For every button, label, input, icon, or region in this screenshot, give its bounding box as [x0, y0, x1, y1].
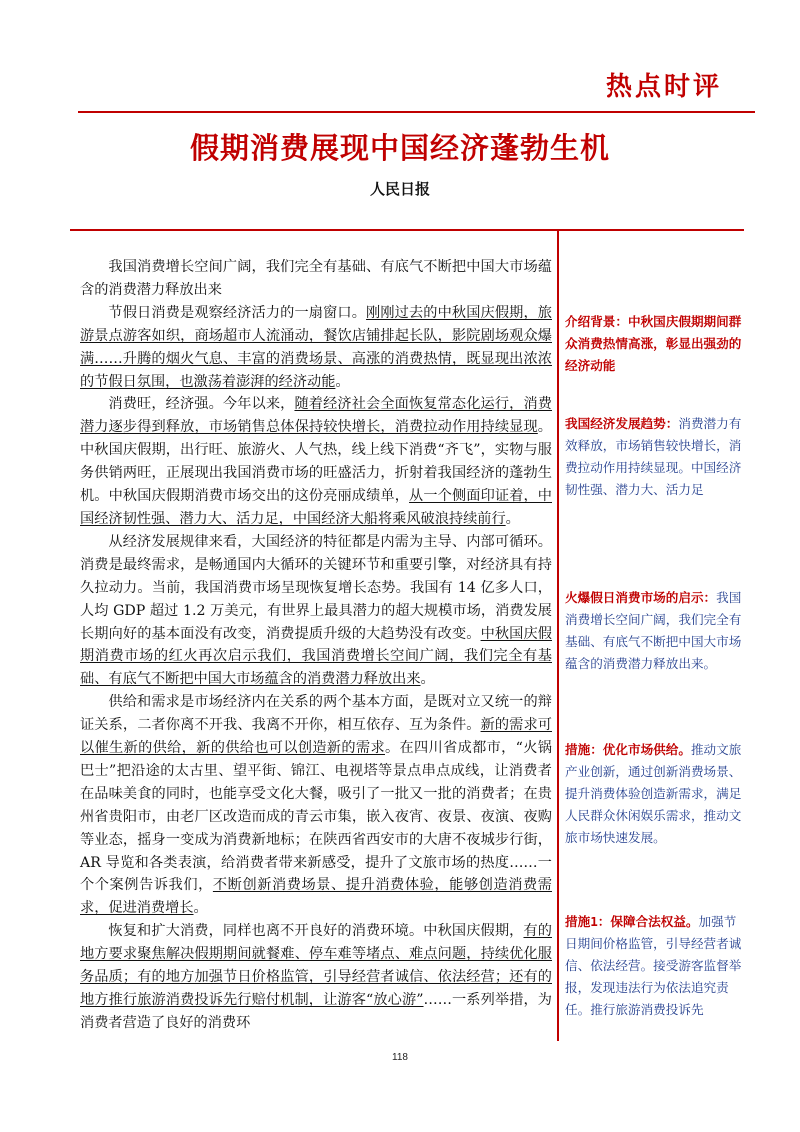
paragraph: 节假日消费是观察经济活力的一扇窗口。刚刚过去的中秋国庆假期，旅游景点游客如织，商场超市人流涌动，餐饮店铺排起长队，影院剧场观众爆满……升腾的烟火气息、丰富的消费场景、高涨的消费热情，既显现出浓浓的节假日氛围，也激荡着澎湃的经济动能。 [80, 304, 552, 390]
paragraph: 我国消费增长空间广阔，我们完全有基础、有底气不断把中国大市场蕴含的消费潜力释放出来 [80, 259, 552, 298]
table-top-rule [70, 229, 744, 231]
article-source: 人民日报 [369, 180, 430, 198]
note-enlightenment: 火爆假日消费市场的启示：我国消费增长空间广阔，我们完全有基础、有底气不断把中国大市场蕴含的消费潜力释放出来。 [565, 590, 742, 671]
note-trend: 我国经济发展趋势：消费潜力有效释放，市场销售较快增长，消费拉动作用持续显现。中国经济韧性强、潜力大、活力足 [565, 416, 742, 497]
article-body [80, 256, 552, 1035]
paragraph: 供给和需求是市场经济内在关系的两个基本方面，是既对立又统一的辩证关系，二者你离不开我、我离不开你，相互依存、互为条件。新的需求可以催生新的供给，新的供给也可以创造新的需求。在四川省成都市，“火锅巴士”把沿途的太古里、望平街、锦江、电视塔等景点串点成线，让消费者在品味美食的同时，也能享受文化大餐，吸引了一批又一批的消费者；在贵州省贵阳市，由老厂区改造而成的青云市集，嵌入夜宵、夜景、夜演、夜购等业态，摇身一变成为消费新地标；在陕西省西安市的大唐不夜城步行街，AR 导览和各类表演，给消费者带来新感受，提升了文旅市场的热度……一个个案例告诉我们，不断创新消费场景、提升消费体验，能够创造消费需求，促进消费增长。 [80, 694, 552, 917]
paragraph: 恢复和扩大消费，同样也离不开良好的消费环境。中秋国庆假期，有的地方要求聚焦解决假期期间就餐难、停车难等堵点、难点问题，持续优化服务品质；有的地方加强节日价格监管，引导经营者诚信、依法经营；还有的地方推行旅游消费投诉先行赔付机制，让游客“放心游”……一系列举措，为消费者营造了良好的消费环 [80, 923, 552, 1031]
underlined-text: 新的需求可以催生新的供给，新的供给也可以创造新的需求 [80, 717, 552, 757]
page-number: 118 [392, 1052, 408, 1063]
column-divider [557, 229, 559, 1041]
underlined-text: 从一个侧面印证着，中国经济韧性强、潜力大、活力足，中国经济大船将乘风破浪持续前行 [80, 488, 552, 527]
underlined-text: 不断创新消费场景、提升消费体验，能够创造消费需求，促进消费增长 [80, 877, 552, 917]
paragraph: 从经济发展规律来看，大国经济的特征都是内需为主导、内部可循环。消费是最终需求，是畅通国内大循环的关键环节和重要引擎，对经济具有持久拉动力。当前，我国消费市场呈现恢复增长态势。我国有 14 亿多人口，人均 GDP 超过 1.2 万美元，有世界上最具潜力的超大规模市场，消费发展长期向好的基本面没有改变，消费提质升级的大趋势没有改变。中秋国庆假期消费市场的红火再次启示我们，我国消费增长空间广阔，我们完全有基础、有底气不断把中国大市场蕴含的消费潜力释放出来。 [80, 533, 552, 688]
underlined-text: 有的地方要求聚焦解决假期期间就餐难、停车难等堵点、难点问题，持续优化服务品质；有的地方加强节日价格监管，引导经营者诚信、依法经营；还有的地方推行旅游消费投诉先行赔付机制，让游客“放心游” [80, 923, 552, 1008]
article-title: 假期消费展现中国经济蓬勃生机 [189, 131, 610, 165]
paragraph: 消费旺，经济强。今年以来，随着经济社会全面恢复常态化运行，消费潜力逐步得到释放，市场销售总体保持较快增长，消费拉动作用持续显现。中秋国庆假期，出行旺、旅游火、人气热，线上线下消费“齐飞”，实物与服务供销两旺，正展现出我国消费市场的旺盛活力，折射着我国经济的蓬勃生机。中秋国庆假期消费市场交出的这份亮丽成绩单，从一个侧面印证着，中国经济韧性强、潜力大、活力足，中国经济大船将乘风破浪持续前行。 [80, 396, 552, 527]
note-background: 介绍背景：中秋国庆假期期间群众消费热情高涨，彰显出强劲的经济动能 [565, 314, 742, 373]
section-tag: 热点时评 [605, 72, 722, 102]
underlined-text: 刚刚过去的中秋国庆假期，旅游景点游客如织，商场超市人流涌动，餐饮店铺排起长队，影院剧场观众爆满……升腾的烟火气息、丰富的消费场景、高涨的消费热情，既显现出浓浓的节假日氛围，也激荡着澎湃的经济动能 [80, 304, 552, 390]
note-measure-rights: 措施1：保障合法权益。加强节日期间价格监管，引导经营者诚信、依法经营。接受游客监督举报，发现违法行为依法追究责任。推行旅游消费投诉先 [565, 914, 742, 1017]
note-measure-supply: 措施：优化市场供给。推动文旅产业创新，通过创新消费场景、提升消费体验创造新需求，满足人民群众休闲娱乐需求，推动文旅市场快速发展。 [565, 742, 742, 845]
header-rule [78, 111, 755, 113]
underlined-text: 中秋国庆假期消费市场的红火再次启示我们，我国消费增长空间广阔，我们完全有基础、有底气不断把中国大市场蕴含的消费潜力释放出来 [80, 625, 552, 688]
underlined-text: 随着经济社会全面恢复常态化运行，消费潜力逐步得到释放，市场销售总体保持较快增长，消费拉动作用持续显现 [80, 396, 552, 436]
